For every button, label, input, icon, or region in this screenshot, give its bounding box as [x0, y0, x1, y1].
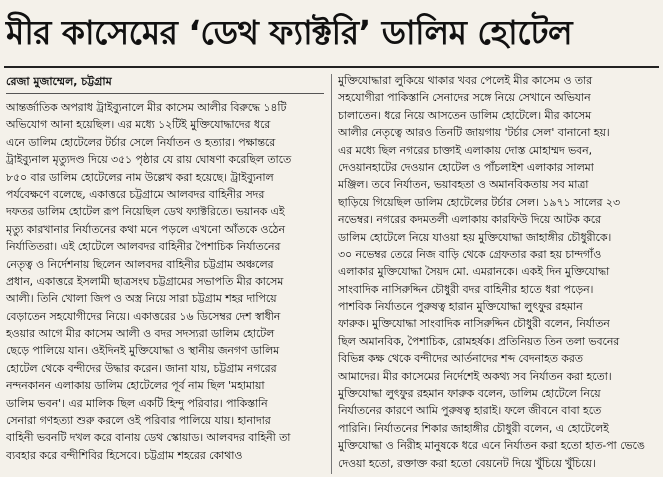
byline: রেজা মুজাম্মেল, চট্টগ্রাম [6, 75, 112, 88]
article-line: ট্রাইব্যুনাল মৃত্যুদণ্ড দিয়ে ৩৫১ পৃষ্ঠার যে রায় ঘোষণা করেছিল তাতে [6, 153, 292, 167]
article-line: দেওয়ানহাটের দেওয়ান হোটেল ও পাঁচলাইশ এলাকার সালমা [338, 160, 594, 174]
article-line: নেতৃত্ব ও নির্দেশনায় ছিলেন আলবদর বাহিনীর চট্টগ্রাম অঞ্চলের [6, 257, 274, 271]
article-line: বাহিনী ভবনটি দখল করে বানায় ডেথ স্কোয়াড। আলবদর বাহিনী তা [6, 431, 291, 445]
article-line: হওয়ার আগে মীর কাসেম আলী ও বদর সদস্যরা ডালিম হোটেল [6, 327, 275, 341]
article-line: ফারুক। মুক্তিযোদ্ধা সাংবাদিক নাসিরুদ্দিন চৌধুরী বলেন, নির্যাতন [338, 317, 610, 331]
article-line: সাংবাদিক নাসিরুদ্দিন চৌধুরী বদর বাহিনীর হাতে ধরা পড়েন। [338, 282, 594, 296]
article-line: ৮৫০ বার ডালিম হোটেলের নাম উল্লেখ করা হয়েছে। ট্রাইব্যুনাল [6, 170, 274, 184]
article-line: মঞ্জিল। তবে নির্যাতন, ভয়াবহতা ও অমানবিকতায় সব মাত্রা [338, 178, 589, 192]
byline-rule [6, 93, 324, 94]
article-line: দেওয়া হতো, রক্তাক্ত করা হতো বেয়নেট দিয়ে খুঁচিয়ে খুঁচিয়ে। [338, 456, 596, 470]
article-line: আন্তর্জাতিক অপরাধ ট্রাইব্যুনালে মীর কাসেম আলীর বিরুদ্ধে ১৪টি [6, 101, 287, 114]
article-line: প্রধান, একাত্তরে ইসলামী ছাত্রসংঘ চট্টগ্রামের সভাপতি মীর কাসেম [6, 274, 284, 288]
article-line: আমাদের। মীর কাসেমের নির্দেশেই অকথ্য সব নির্যাতন করা হতো। [338, 369, 612, 383]
article-line: বিভিন্ন কক্ষ থেকে বন্দীদের আর্তনাদের শব্দ বেদনাহত করত [338, 352, 583, 366]
article-line: আলীর নেতৃত্বে আরও তিনটি জায়গায় 'টর্চার সেল' বানানো হয়। [338, 126, 610, 140]
article-line: ছিল অমানবিক, পৈশাচিক, রোমহর্ষক। প্রতিনিয়ত তিন তলা ভবনের [338, 334, 620, 348]
headline-rule [4, 66, 659, 68]
article-line: মুক্তিযোদ্ধা ও নিরীহ মানুষকে ধরে এনে নির্যাতন করা হতো হাত-পা ভেঙে [338, 439, 645, 453]
article-line: এর মধ্যে ছিল নগরের চাক্তাই এলাকায় দোস্ত মোহাম্মদ ভবন, [338, 143, 593, 157]
article-line: ব্যবহার করে বন্দীশিবির হিসেবে। চট্টগ্রাম শহরের কোথাও [6, 448, 243, 462]
article-line: হোটেল থেকে বন্দীদের উদ্ধার করেন। জানা যায়, চট্টগ্রাম নগরের [6, 361, 277, 375]
article-line: এলাকার মুক্তিযোদ্ধা সৈয়দ মো. এমরানকে। একই দিন মুক্তিযোদ্ধা [338, 265, 610, 279]
article-line: সহযোগীরা পাকিস্তানি সেনাদের সঙ্গে নিয়ে সেখানে অভিযান [338, 91, 591, 105]
article-line: অভিযোগ আনা হয়েছিল। এর মধ্যে ১২টিই মুক্তিযোদ্ধাদের ধরে [6, 118, 271, 132]
article-line: মুক্তিযোদ্ধারা লুকিয়ে থাকার খবর পেলেই মীর কাসেম ও তার [338, 74, 593, 87]
article-line: ডালিম হোটেলে নিয়ে যাওয়া হয় মুক্তিযোদ্ধা জাহাঙ্গীর চৌধুরীকে। [338, 230, 612, 244]
article-line: নভেম্বর। নগরের কদমতলী এলাকায় কারফিউ দিয়ে আটক করে [338, 213, 601, 227]
article-line: পারিনি। নির্যাতনের শিকার জাহাঙ্গীর চৌধুরী বলেন, এ হোটেলেই [338, 421, 609, 435]
article-line: পাশবিক নির্যাতনে পুরুষত্ব হারান মুক্তিযোদ্ধা লুৎফুর রহমান [338, 300, 583, 314]
article-line: ৩০ নভেম্বর তেরে নিজ বাড়ি থেকে গ্রেফতার করা হয় চান্দগাঁও [338, 247, 602, 261]
article-line: ছাড়িয়ে গিয়েছিল ডালিম হোটেলের টর্চার সেল। ১৯৭১ সালের ২৩ [338, 195, 620, 209]
headline: মীর কাসেমের ‘ডেথ ফ্যাক্টরি’ ডালিম হোটেল [6, 13, 573, 52]
article-line: সেনারা গণহত্যা শুরু করলে ওই পরিবার পালিয়ে যায়। হানাদার [6, 414, 271, 428]
article-line: দফতর ডালিম হোটেল রূপ নিয়েছিল ডেথ ফ্যাক্টরিতে। ভয়ানক এই [6, 205, 285, 219]
article-line: মুক্তিযোদ্ধা লুৎফুর রহমান ফারুক বলেন, ডালিম হোটেলে নিয়ে [338, 387, 601, 401]
article-line: নির্যাতিতরা। এই হোটেলে আলবদর বাহিনীর পৈশাচিক নির্যাতনের [6, 240, 281, 254]
article-line: মৃত্যু কারখানার নির্যাতনের কথা মনে পড়লে এখনো আঁতকে ওঠেন [6, 222, 285, 236]
article-line: নন্দনকানন এলাকায় ডালিম হোটেলের পূর্ব নাম ছিল 'মহামায়া [6, 379, 265, 393]
article-column-right [338, 72, 658, 472]
article-line: পর্যবেক্ষণে বলেছে, একাত্তরে চট্টগ্রামে আলবদর বাহিনীর সদর [6, 187, 265, 201]
article-line: ডালিম ভবন'। এর মালিক ছিল একটি হিন্দু পরিবার। পাকিস্তানি [6, 396, 268, 410]
article-line: চালাতেন। ধরে নিয়ে আসতেন ডালিম হোটেলে। মীর কাসেম [338, 108, 592, 122]
article-line: বেড়াতেন সহযোগীদের নিয়ে। একাত্তরের ১৬ ডিসেম্বর দেশ স্বাধীন [6, 309, 281, 323]
article-column-left [6, 99, 328, 464]
column-divider [331, 74, 332, 474]
article-line: আলী। তিনি খোলা জিপ ও অস্ত্র নিয়ে সারা চট্টগ্রাম শহর দাপিয়ে [6, 292, 277, 306]
article-line: নির্যাতনের কারণে আমি পুরুষত্ব হারাই। ফলে জীবনে বাবা হতে [338, 404, 602, 418]
article-line: ছেড়ে পালিয়ে যান। ওইদিনই মুক্তিযোদ্ধা ও স্থানীয় জনগণ ডালিম [6, 344, 280, 358]
article-line: এনে ডালিম হোটেলের টর্চার সেলে নির্যাতন ও হত্যার। পক্ষান্তরে [6, 135, 276, 149]
